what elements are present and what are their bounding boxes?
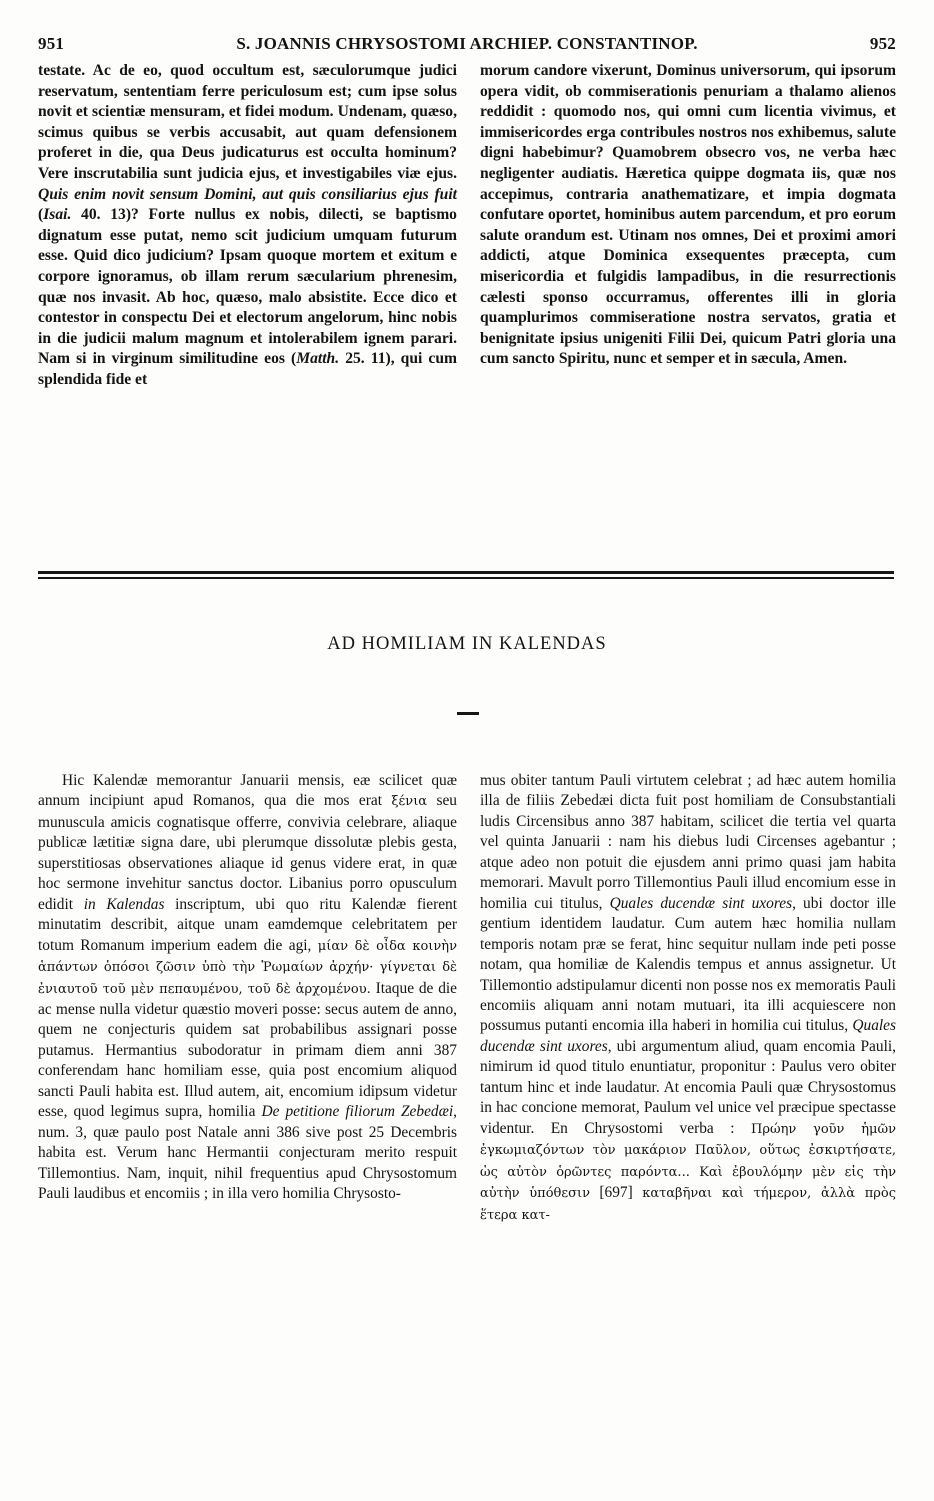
greek-text: Πρώην γοῦν ἡμῶν ἐγκωμιαζόντων τὸν μακάριον Παῦλον, οὕτως ἐσκιρτήσατε, ὡς αὐτὸν ὁρῶντες παρόντα... Καὶ ἐβουλόμην μὲν εἰς τὴν αὐτὴν ὑπόθεσιν (480, 1121, 896, 1202)
citation-number: 40. 13 (71, 206, 126, 224)
text-run: [697] (589, 1184, 643, 1202)
top-left-column (38, 61, 457, 391)
work-title: Quales ducendæ sint uxores (609, 894, 793, 912)
text-run: mus obiter tantum Pauli virtutem celebrat ; ad hæc autem homilia illa de filiis Zebedæi dicta fuit post homiliam de Consubstantiali ludis Circensibus anno 387 habitam, scilicet die tertia vel quarta vel quinta Januarii : nam his diebus ludi Circenses agebantur ; atque adeo non potuit die ejusdem anni primo quasi jam habita memorari. Mavult porro Tillemontius Pauli illud encomium esse in homilia cui titulus, (480, 772, 896, 912)
divider-line-thin (38, 577, 894, 579)
text-run: inscriptum, ubi quo ritu Kalendæ fierent minutatim describit, aitque unam eamdemque celebritatem per totum Romanum imperium eadem die agi, (38, 895, 457, 954)
running-header (38, 34, 896, 56)
scripture-quote: Quis enim novit sensum Domini, aut quis consiliarius ejus fuit (38, 185, 457, 203)
text-run: )? Forte nullus ex nobis, dilecti, se baptismo dignatum esse putat, nemo scit judicium umquam futurum esse. Quid dico judicium? Ipsam quoque mortem et exitum e corpore ignoramus, ob illam rerum sæcularium phrenesim, quæ nos invasit. Ab hoc, quæso, malo absistite. Ecce dico et contestor in conspectu Dei et electorum angelorum, hinc nobis in die judicii malum magnum et intolerabilem ignem parari. Nam si in virginum similitudine eos ( (38, 206, 457, 368)
top-right-column (480, 61, 896, 370)
work-title: Quales ducendæ sint uxores (480, 1017, 896, 1055)
divider-line-thick (38, 571, 894, 574)
section-divider (38, 571, 894, 579)
citation-book: Isai. (43, 206, 72, 224)
paragraph (38, 771, 457, 1205)
work-title: De petitione filiorum Zebedæi (261, 1103, 454, 1121)
text-run: , ubi argumentum aliud, quam encomia Pauli, nimirum id quod titulo enuntiatur, proponitur : Paulus vero obiter tantum hinc et inde laudatur. At encomia Pauli quæ Chrysostomus in hac concione memorat, Paulum vel unice vel præcipue spectasse videntur. En Chrysostomi verba : (480, 1037, 896, 1137)
text-run: Itaque de die ac mense nulla videtur quæstio moveri posse: secus autem de anno, quem ne conjecturis quidem sat probabilibus assignari posse putamus. Hermantius subodoratur in primam diem anni 387 conferendam hanc homiliam esse, quia post encomium aliquod sancti Pauli habita est. Illud autem, ait, encomium idipsum videtur esse, quod legimus supra, homilia (38, 979, 458, 1121)
greek-text: ξένια (391, 794, 428, 810)
work-title: in Kalendas (83, 895, 165, 913)
paragraph (38, 61, 457, 391)
page-number-right: 952 (869, 34, 896, 53)
paragraph (480, 771, 896, 1226)
page-number-left: 951 (38, 34, 65, 53)
bottom-right-column (480, 771, 896, 1226)
running-title: S. JOANNIS CHRYSOSTOMI ARCHIEP. CONSTANTINOP. (236, 34, 698, 53)
text-run: seu munuscula amicis cognatisque offerre, convivia celebrare, aliaque publicæ lætitiæ signa dare, ubi plerumque dissolutæ plebis gesta, superstitiosas observationes aliaque id genus videre erat, in quæ hoc sermone invehitur sanctus doctor. Libanius porro opusculum edidit (38, 792, 457, 913)
text-run: testate. Ac de eo, quod occultum est, sæculorumque judici reservatum, sententiam ferre periculosum est; cum ipse solus novit et scientiæ mensuram, et fidei modum. Undenam, quæso, scimus quibus se verbis accusabit, aut quam defensionem proferet in die, qua Deus judicaturus est occulta hominum? Vere inscrutabilia sunt judicia ejus, et investigabiles viæ ejus. (38, 62, 457, 182)
text-run: ( (38, 206, 44, 224)
greek-text: καταβῆναι καὶ τήμερον, ἀλλὰ πρὸς ἕτερα κατ- (480, 1186, 896, 1223)
paragraph: morum candore vixerunt, Dominus universorum, qui ipsorum opera vidit, ob commiserationis penuriam a thalamo alienos reddidit : quomodo nos, qui omni cum licentia vivimus, et immisericordes erga contribules nostros nos exhibemus, salute digni habebimur? Quamobrem obsecro vos, ne verba hæc negligenter audiatis. Hæretica quippe dogmata iis, quæ nos accepimus, contraria anathematizare, et impia dogmata confutare oportet, hominibus autem parcendum, et pro eorum salute orandum est. Utinam nos omnes, Dei et proximi amori addicti, atque Dominica exsequentes præcepta, cum misericordia et fulgidis lampadibus, in die resurrectionis cælesti sponso occurramus, offerentes illi in gloria quamplurimos commiseratione nostra servatos, gratia et benignitate ipsius unigeniti Filii Dei, quicum Patri gloria una cum sancto Spiritu, nunc et semper et in sæcula, Amen. (480, 62, 896, 368)
bottom-left-column (38, 771, 457, 1205)
text-run: , num. 3, quæ paulo post Natale anni 386 sive post 25 Decembris habita est. Verum hanc Hermantii conjecturam merito respuit Tillemontius. Nam, inquit, nihil frequentius apud Chrysostomum Pauli laudibus et encomiis ; in illa vero homilia Chrysosto- (38, 1103, 458, 1203)
text-run: ), qui cum splendida fide et (38, 350, 457, 388)
greek-text: μίαν δὲ οἶδα κοινὴν ἁπάντων ὁπόσοι ζῶσιν ὑπὸ τὴν Ῥωμαίων ἀρχήν· γίγνεται δὲ ἐνιαυτοῦ τοῦ μὲν πεπαυμένου, τοῦ δὲ ἀρχομένου. (38, 938, 457, 997)
citation-book: Matth. (296, 350, 340, 368)
title-dash (457, 712, 479, 715)
citation-number: 25. 11 (339, 350, 386, 368)
section-title: AD HOMILIAM IN KALENDAS (327, 634, 607, 654)
text-run: , ubi doctor ille gentium identidem laudatur. Cum autem hæc homilia nullam temporis notam præ se ferat, hinc sequitur nullam inde peti posse notam, qua homiliæ de Kalendis tempus et annus assignetur. Ut Tillemontio adstipulamur dicenti non posse nos ex memoratis Pauli encomiis aliquam anni notam mutuari, ita illi acquiescere non possumus putanti encomia illa haberi in homilia cui titulus, (480, 894, 896, 1035)
text-run: Hic Kalendæ memorantur Januarii mensis, eæ scilicet quæ annum incipiunt apud Romanos, qua die mos erat (38, 772, 457, 810)
